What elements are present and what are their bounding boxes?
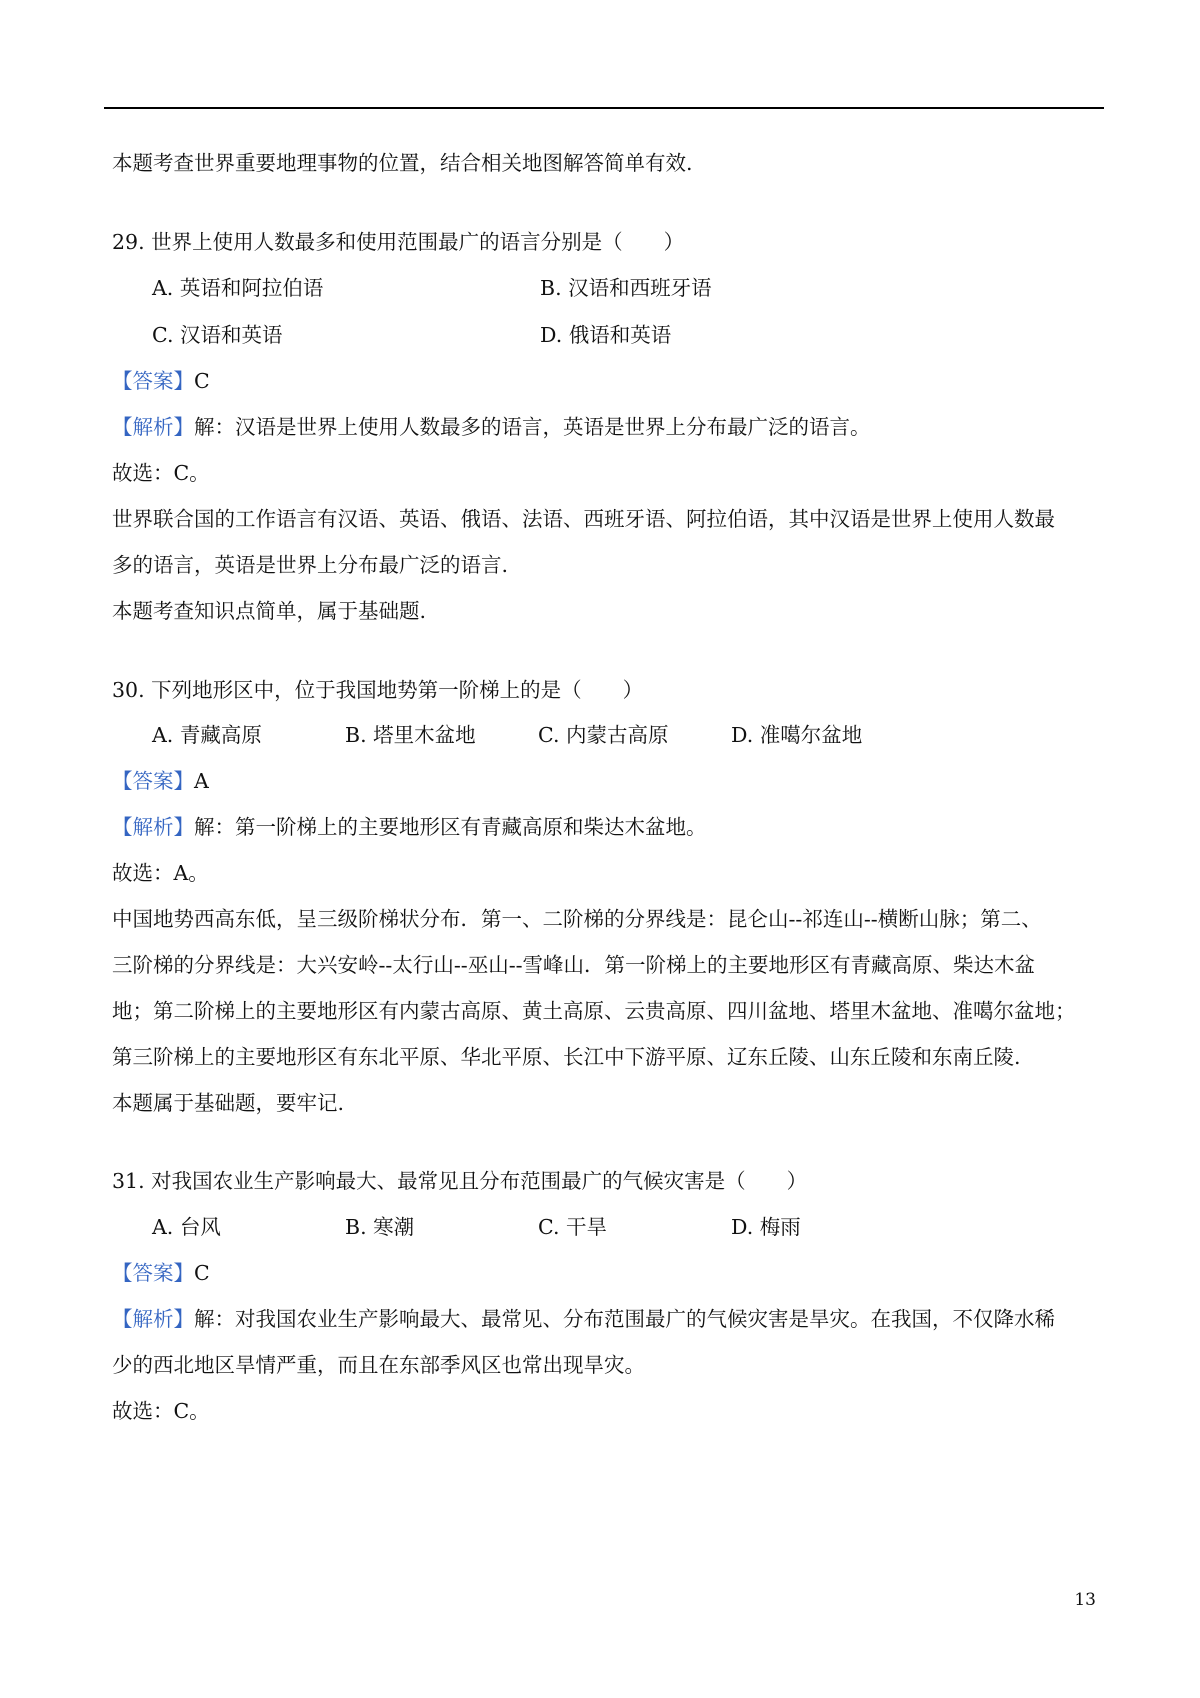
q29-analysis xyxy=(112,414,871,440)
q30-option-d: D. 准噶尔盆地 xyxy=(731,723,863,747)
q31-answer-value: C xyxy=(194,1261,210,1285)
q29-line-4: 本题考查知识点简单，属于基础题. xyxy=(112,599,427,623)
q31-option-c: C. 干旱 xyxy=(538,1215,607,1239)
answer-label: 【答案】 xyxy=(112,1261,194,1285)
analysis-label: 【解析】 xyxy=(112,815,194,839)
q31-option-d: D. 梅雨 xyxy=(731,1215,801,1239)
q29-line-3: 多的语言，英语是世界上分布最广泛的语言. xyxy=(112,553,509,577)
q30-option-a: A. 青藏高原 xyxy=(152,723,262,747)
intro-text: 本题考查世界重要地理事物的位置，结合相关地图解答简单有效. xyxy=(112,151,693,175)
answer-label: 【答案】 xyxy=(112,769,194,793)
q30-answer xyxy=(112,768,209,794)
q31-option-a: A. 台风 xyxy=(152,1215,221,1239)
q29-option-a: A. 英语和阿拉伯语 xyxy=(152,276,324,300)
q30-line-2: 中国地势西高东低，呈三级阶梯状分布．第一、二阶梯的分界线是：昆仑山--祁连山--横断山脉；第二、 xyxy=(112,907,1042,931)
q31-line-2: 故选：C。 xyxy=(112,1399,210,1423)
q29-stem: 29. 世界上使用人数最多和使用范围最广的语言分别是（ ） xyxy=(112,230,685,254)
q29-answer-value: C xyxy=(194,369,210,393)
page-number: 13 xyxy=(1074,1590,1096,1610)
q31-stem: 31. 对我国农业生产影响最大、最常见且分布范围最广的气候灾害是（ ） xyxy=(112,1169,808,1193)
q30-answer-value: A xyxy=(194,769,209,793)
q29-line-1: 故选：C。 xyxy=(112,461,210,485)
q30-line-4: 地；第二阶梯上的主要地形区有内蒙古高原、黄土高原、云贵高原、四川盆地、塔里木盆地、准噶尔盆地； xyxy=(112,999,1076,1023)
q30-analysis-text: 解：第一阶梯上的主要地形区有青藏高原和柴达木盆地。 xyxy=(194,815,707,839)
q30-analysis xyxy=(112,814,707,840)
q31-option-b: B. 寒潮 xyxy=(345,1215,415,1239)
q29-line-2: 世界联合国的工作语言有汉语、英语、俄语、法语、西班牙语、阿拉伯语，其中汉语是世界上使用人数最 xyxy=(112,507,1055,531)
q29-option-d: D. 俄语和英语 xyxy=(540,323,672,347)
q31-analysis xyxy=(112,1306,1055,1332)
answer-label: 【答案】 xyxy=(112,369,194,393)
q30-option-c: C. 内蒙古高原 xyxy=(538,723,669,747)
q30-line-6: 本题属于基础题，要牢记. xyxy=(112,1091,345,1115)
q30-option-b: B. 塔里木盆地 xyxy=(345,723,476,747)
q30-line-3: 三阶梯的分界线是：大兴安岭--太行山--巫山--雪峰山．第一阶梯上的主要地形区有青藏高原、柴达木盆 xyxy=(112,953,1036,977)
q30-line-5: 第三阶梯上的主要地形区有东北平原、华北平原、长江中下游平原、辽东丘陵、山东丘陵和东南丘陵. xyxy=(112,1045,1021,1069)
header-rule xyxy=(104,107,1104,109)
q30-stem: 30. 下列地形区中，位于我国地势第一阶梯上的是（ ） xyxy=(112,678,644,702)
analysis-label: 【解析】 xyxy=(112,415,194,439)
q29-analysis-text: 解：汉语是世界上使用人数最多的语言，英语是世界上分布最广泛的语言。 xyxy=(194,415,871,439)
q31-analysis-text: 解：对我国农业生产影响最大、最常见、分布范围最广的气候灾害是旱灾。在我国，不仅降水稀 xyxy=(194,1307,1055,1331)
q30-line-1: 故选：A。 xyxy=(112,861,209,885)
q31-answer xyxy=(112,1260,210,1286)
q29-option-c: C. 汉语和英语 xyxy=(152,323,283,347)
q29-option-b: B. 汉语和西班牙语 xyxy=(540,276,712,300)
q31-line-1: 少的西北地区旱情严重，而且在东部季风区也常出现旱灾。 xyxy=(112,1353,645,1377)
analysis-label: 【解析】 xyxy=(112,1307,194,1331)
q29-answer xyxy=(112,368,210,394)
